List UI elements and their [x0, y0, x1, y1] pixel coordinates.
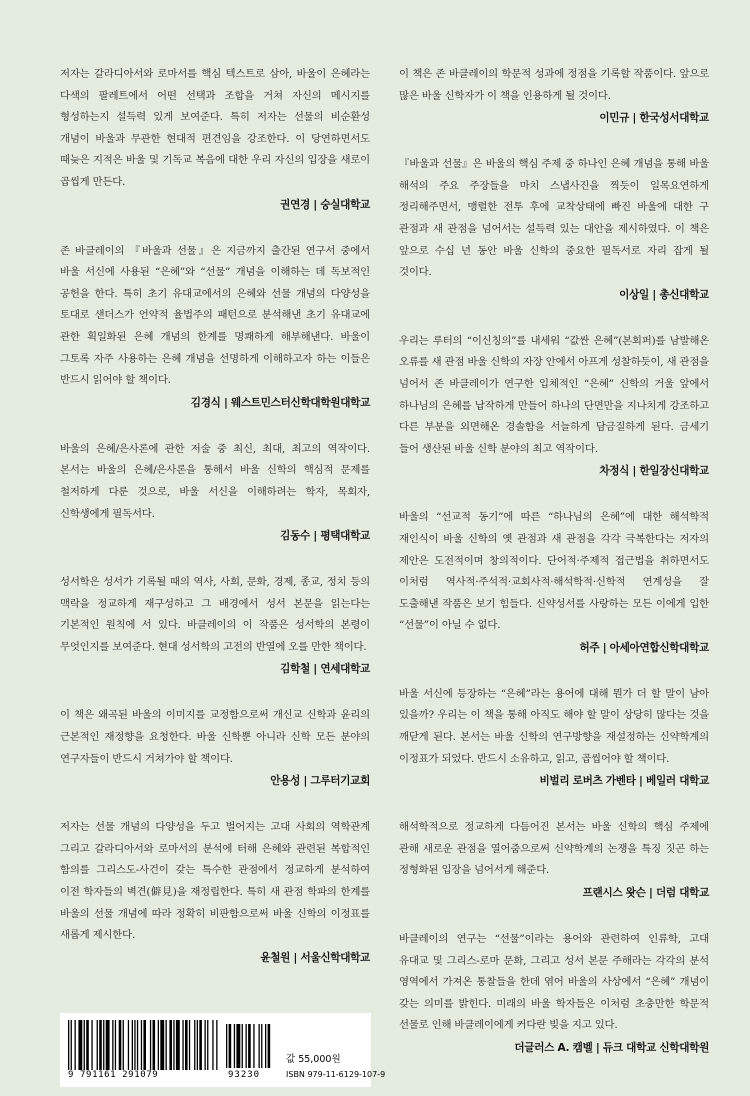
- barcode-bar: [248, 1024, 251, 1068]
- barcode-bar: [141, 1020, 142, 1070]
- barcode-bar: [234, 1024, 235, 1068]
- barcode-bar: [99, 1020, 102, 1070]
- left-column: [60, 64, 370, 994]
- endorsement: [399, 507, 709, 655]
- barcode-bar: [185, 1020, 188, 1070]
- endorser: 김동수 | 평택대학교: [280, 530, 370, 543]
- endorsement: [399, 64, 709, 125]
- barcode-bar: [84, 1020, 85, 1070]
- barcode-bar: [150, 1020, 151, 1070]
- addon-barcode: [226, 1024, 276, 1068]
- barcode-bar: [236, 1024, 240, 1068]
- endorser: 김경식 | 웨스트민스터신학대학원대학교: [190, 396, 370, 409]
- endorsement-text: 바울의 “선교적 동기”에 따른 “하나님의 은혜”에 대한 해석학적 재인식이 바울 신학의 옛 관점과 새 관점을 각각 극복한다는 저자의 제안은 도전적이며 창의적이다. 단어적·주제적 접근법을 취하면서도 이처럼 역사적·주석적·교회사적·해석학적·신학적 연계성을 잘 도출해낸 작품은 보기 힘들다. 신약성서를 사랑하는 모든 이에게 입한 “선물”이 아닐 수 없다.: [399, 511, 709, 632]
- endorsement-text: 우리는 루터의 “이신칭의”를 내세워 “값싼 은혜”(본회퍼)를 남발해온 오류를 새 관점 바울 신학의 자장 안에서 아프게 성찰하듯이, 새 관점을 넘어서 존 바클레이가 연구한 입체적인 “은혜” 신학의 거울 앞에서 하나님의 은혜를 납작하게 만들어 하나의 단면만을 지나치게 강조하고 다른 부분을 외면해온 경솔함을 서늘하게 담금질하게 된다. 금세기 들어 생산된 바울 신학 분야의 최고 역작이다.: [399, 334, 709, 455]
- barcode-bar: [226, 1024, 227, 1068]
- barcode-bar: [166, 1020, 167, 1070]
- barcode-bar: [143, 1020, 146, 1070]
- barcode-bar: [137, 1020, 138, 1070]
- barcode-bar: [169, 1020, 172, 1070]
- endorser: 이민규 | 한국성서대학교: [599, 112, 709, 125]
- endorsement: [399, 684, 709, 788]
- barcode-bar: [78, 1020, 82, 1070]
- barcode-bar: [86, 1020, 89, 1070]
- right-column: [399, 64, 709, 1084]
- barcode-bar: [259, 1024, 260, 1068]
- barcode-bar: [242, 1024, 243, 1068]
- endorsement: [60, 705, 370, 788]
- barcode-bar: [112, 1020, 113, 1070]
- barcode-bar: [246, 1024, 247, 1068]
- isbn-barcode: [68, 1020, 218, 1070]
- barcode-bar: [123, 1020, 124, 1070]
- endorsement: [60, 817, 370, 965]
- barcode-bar: [91, 1020, 92, 1070]
- barcode-bar: [71, 1020, 72, 1070]
- endorser: 비벌리 로버츠 가벤타 | 베일러 대학교: [539, 775, 709, 788]
- endorsement-text: 바울 서신에 등장하는 “은혜”라는 용어에 대해 뭔가 더 할 말이 남아 있을까? 우리는 이 책을 통해 아직도 해야 할 말이 상당히 많다는 것을 깨닫게 된다. 본서는 바울 신학의 연구방향을 재설정하는 신약학계의 이정표가 되었다. 반드시 소유하고, 읽고, 곱씹어야 할 책이다.: [399, 687, 709, 765]
- endorsement-text: 바울의 은혜/은사론에 관한 저술 중 최신, 최대, 최고의 역작이다. 본서는 바울의 은혜/은사론을 통해서 바울 신학의 핵심적 문제를 철저하게 다룬 것으로, 바울 서신을 이해하려는 학자, 목회자, 신학생에게 필독서다.: [60, 442, 370, 520]
- endorser: 안용성 | 그루터기교회: [270, 775, 370, 788]
- endorsement-text: 저자는 갈라디아서와 로마서를 핵심 텍스트로 삼아, 바울이 은혜라는 다색의 팔레트에서 어떤 선택과 조합을 거쳐 자신의 메시지를 형성하는지 설득력 있게 보여준다. 특히 저자는 선물의 비순환성 개념이 바울과 무관한 현대적 편견임을 강조한다. 이 당연하면서도 때늦은 지적은 바울 및 기독교 복음에 대한 우리 자신의 입장을 새로이 곱씹게 만든다.: [60, 68, 370, 188]
- barcode-bar: [216, 1020, 217, 1070]
- endorsement-text: 바클레이의 연구는 “선물”이라는 용어와 관련하여 인류학, 고대 유대교 및 그리스-로마 문화, 그리고 성서 본문 주해라는 각각의 분석 영역에서 가져온 통찰들을 한데 엮어 바울의 사상에서 “은혜” 개념이 갖는 의미를 밝힌다. 미래의 바울 학자들은 이처럼 초충만한 학문적 선물로 인해 바클레이에게 커다란 빚을 지고 있다.: [399, 933, 709, 1032]
- endorsement-text: 저자는 선물 개념의 다양성을 두고 벌어지는 고대 사회의 역학관계 그리고 갈라디아서와 로마서의 분석에 터해 은혜와 관련된 복합적인 함의를 그리스도-사건이 갖는 특수한 관점에서 정교하게 분석하여 이전 학자들의 벽견(僻見)을 재정립한다. 특히 새 관점 학파의 한계를 바울의 선물 개념에 따라 정확히 비판함으로써 바울 신학의 이정표를 새롭게 제시한다.: [60, 821, 370, 942]
- barcode-bar: [132, 1020, 133, 1070]
- endorser: 이상일 | 총신대학교: [619, 288, 709, 301]
- isbn-label: ISBN 979-11-6129-107-9: [286, 1070, 386, 1079]
- barcode-bar: [119, 1020, 122, 1070]
- endorsement: [399, 929, 709, 1055]
- barcode-bar: [265, 1024, 266, 1068]
- price-label: 값 55,000원: [286, 1054, 341, 1065]
- endorsement: [399, 331, 709, 479]
- endorsement-text: 존 바클레이의 『바울과 선물』은 지금까지 출간된 연구서 중에서 바울 서신에 사용된 “은혜”와 “선물” 개념을 이해하는 데 독보적인 공헌을 한다. 특히 초기 유대교에서의 은혜와 선물 개념의 다양성을 토대로 샌더스가 언약적 율법주의 패턴으로 분석해낸 초기 유대교에 관한 획일화된 은혜 개념의 한계를 명쾌하게 해부해낸다. 바울이 그토록 자주 사용하는 은혜 개념을 선명하게 이해하고자 하는 이들은 반드시 읽어야 할 책이다.: [60, 244, 370, 387]
- barcode-bar: [103, 1020, 104, 1070]
- barcode-bar: [261, 1024, 262, 1068]
- endorsement: [60, 64, 370, 212]
- barcode-bar: [197, 1020, 198, 1070]
- barcode-bar: [160, 1020, 164, 1070]
- barcode-bar: [158, 1020, 159, 1070]
- endorsement-text: 해석학적으로 정교하게 다듬어진 본서는 바울 신학의 핵심 주제에 관해 새로운 관점을 열어줌으로써 신약학계의 논쟁을 특징 짓곤 하는 정형화된 입장을 넘어서게 해준다.: [399, 821, 709, 877]
- barcode-digits: 9 791161 291079: [68, 1070, 159, 1080]
- barcode-bar: [115, 1020, 116, 1070]
- barcode-bar: [207, 1020, 208, 1070]
- endorser: 권연경 | 숭실대학교: [280, 198, 370, 211]
- endorsement-text: 성서학은 성서가 기록될 때의 역사, 사회, 문화, 경제, 종교, 정치 등의 맥락을 정교하게 재구성하고 그 배경에서 성서 본문을 읽는다는 기본적인 원칙에 서 있다. 바클레이의 이 작품은 성서학의 본령이 무엇인지를 보여준다. 현대 성서학의 고전의 반열에 오를 만한 책이다.: [60, 576, 370, 653]
- barcode-bar: [134, 1020, 135, 1070]
- endorsement: [60, 439, 370, 543]
- endorsement-text: 이 책은 존 바클레이의 학문적 성과에 정점을 기록할 작품이다. 앞으로 많은 바울 신학자가 이 책을 인용하게 될 것이다.: [399, 68, 709, 102]
- barcode-bar: [176, 1020, 180, 1070]
- barcode-bar: [199, 1020, 202, 1070]
- barcode-bar: [212, 1020, 213, 1070]
- barcode-bar: [106, 1020, 110, 1070]
- endorsement-text: 『바울과 선물』은 바울의 핵심 주제 중 하나인 은혜 개념을 통해 바울 해석의 주요 주장들을 마치 스냅사진을 찍듯이 일목요연하게 정리해주면서, 맹렬한 전투 후에 교착상태에 빠진 바울에 대한 구 관점과 새 관점을 넘어서는 설득력 있는 대안을 제시하였다. 이 책은 앞으로 수십 년 동안 바울 신학의 중요한 필독서로 자리 잡게 될 것이다.: [399, 158, 709, 279]
- endorser: 더글러스 A. 캠벨 | 듀크 대학교 신학대학원: [514, 1042, 709, 1054]
- barcode-bar: [173, 1020, 174, 1070]
- endorsement: [399, 817, 709, 900]
- endorser: 김학철 | 연세대학교: [280, 663, 370, 676]
- barcode-panel: [60, 1013, 386, 1087]
- endorsement: [60, 241, 370, 410]
- endorser: 프랜시스 왓슨 | 더럼 대학교: [582, 887, 709, 900]
- barcode-bar: [229, 1024, 232, 1068]
- barcode-bar: [75, 1020, 76, 1070]
- barcode-bar: [268, 1024, 271, 1068]
- barcode-bar: [253, 1024, 254, 1068]
- endorser: 차정식 | 한일장신대학교: [599, 465, 709, 478]
- barcode-bar: [182, 1020, 183, 1070]
- barcode-bar: [189, 1020, 190, 1070]
- addon-digits: 93230: [228, 1070, 261, 1080]
- endorsement: [60, 572, 370, 676]
- endorsement-text: 이 책은 왜곡된 바울의 이미지를 교정함으로써 개신교 신학과 윤리의 근본적인 재정향을 요청한다. 바울 신학뿐 아니라 신학 모든 분야의 연구자들이 반드시 거쳐가야 할 책이다.: [60, 709, 370, 765]
- endorser: 허주 | 아세아연합신학대학교: [579, 641, 709, 654]
- barcode-bar: [128, 1020, 129, 1070]
- barcode-bar: [205, 1020, 206, 1070]
- endorser: 윤철원 | 서울신학대학교: [260, 951, 370, 964]
- barcode-bar: [153, 1020, 156, 1070]
- barcode-bar: [194, 1020, 195, 1070]
- barcode-bar: [97, 1020, 98, 1070]
- endorsement: [399, 154, 709, 302]
- barcode-bar: [68, 1020, 69, 1070]
